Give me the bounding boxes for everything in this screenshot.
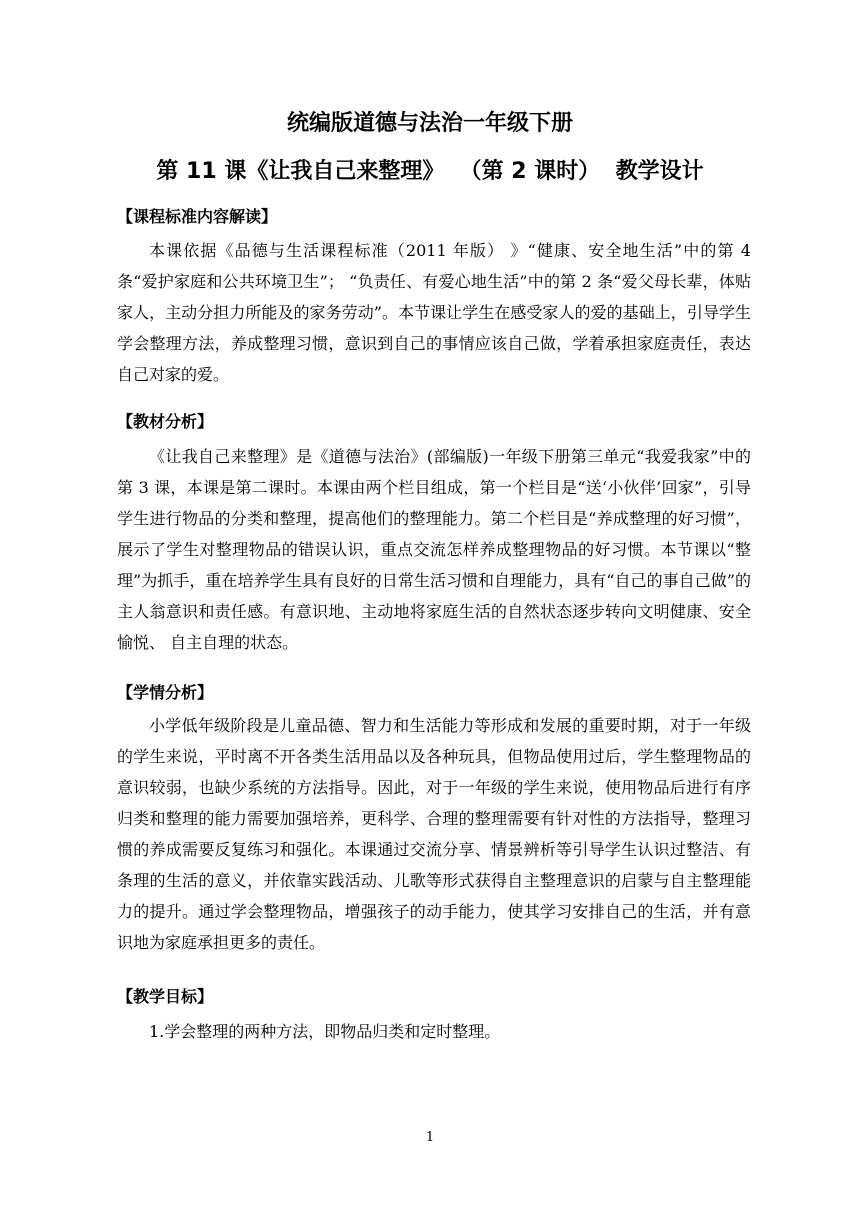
section-heading-textbook: 【教材分析】: [117, 412, 214, 431]
section-text-textbook: 《让我自己来整理》是《道德与法治》(部编版)一年级下册第三单元“我爱我家”中的第 3 课，本课是第二课时。本课由两个栏目组成，第一个栏目是“送‘小伙伴’回家”，引导学生进行物品的分类和整理，提高他们的整理能力。第二个栏目是“养成整理的好习惯”，展示了学生对整理物品的错误认识，重点交流怎样养成整理物品的好习惯。本节课以“整理”为抓手，重在培养学生具有良好的日常生活习惯和自理能力，具有“自己的事自己做”的主人翁意识和责任感。有意识地、主动地将家庭生活的自然状态逐步转向文明健康、安全愉悦、 自主自理的状态。: [117, 447, 751, 652]
section-heading-goals: 【教学目标】: [117, 987, 214, 1006]
page-number: 1: [425, 1130, 435, 1145]
section-text-learners: 小学低年级阶段是儿童品德、智力和生活能力等形成和发展的重要时期，对于一年级的学生来说，平时离不开各类生活用品以及各种玩具，但物品使用过后，学生整理物品的意识较弱，也缺少系统的方法指导。因此，对于一年级的学生来说，使用物品后进行有序归类和整理的能力需要加强培养，更科学、合理的整理需要有针对性的方法指导，整理习惯的养成需要反复练习和强化。本课通过交流分享、情景辨析等引导学生认识过整洁、有条理的生活的意义，并依靠实践活动、儿歌等形式获得自主整理意识的启蒙与自主整理能力的提升。通过学会整理物品，增强孩子的动手能力，使其学习安排自己的生活，并有意识地为家庭承担更多的责任。: [117, 716, 751, 952]
section-heading-learners: 【学情分析】: [117, 683, 214, 702]
document-title: 统编版道德与法治一年级下册: [286, 111, 573, 136]
section-heading-curriculum: 【课程标准内容解读】: [117, 207, 278, 226]
goal-item-1: 1.学会整理的两种方法，即物品归类和定时整理。: [149, 1022, 501, 1041]
section-text-curriculum: 本课依据《品德与生活课程标准（2011 年版） 》“健康、安全地生活”中的第 4 条“爱护家庭和公共环境卫生”； “负责任、有爱心地生活”中的第 2 条“爱父母长辈，体贴家人，主动分担力所能及的家务劳动”。本节课让学生在感受家人的爱的基础上，引导学生学会整理方法，养成整理习惯，意识到自己的事情应该自己做，学着承担家庭责任，表达自己对家的爱。: [117, 241, 751, 384]
document-subtitle: 第 11 课《让我自己来整理》 （第 2 课时） 教学设计: [156, 159, 704, 184]
